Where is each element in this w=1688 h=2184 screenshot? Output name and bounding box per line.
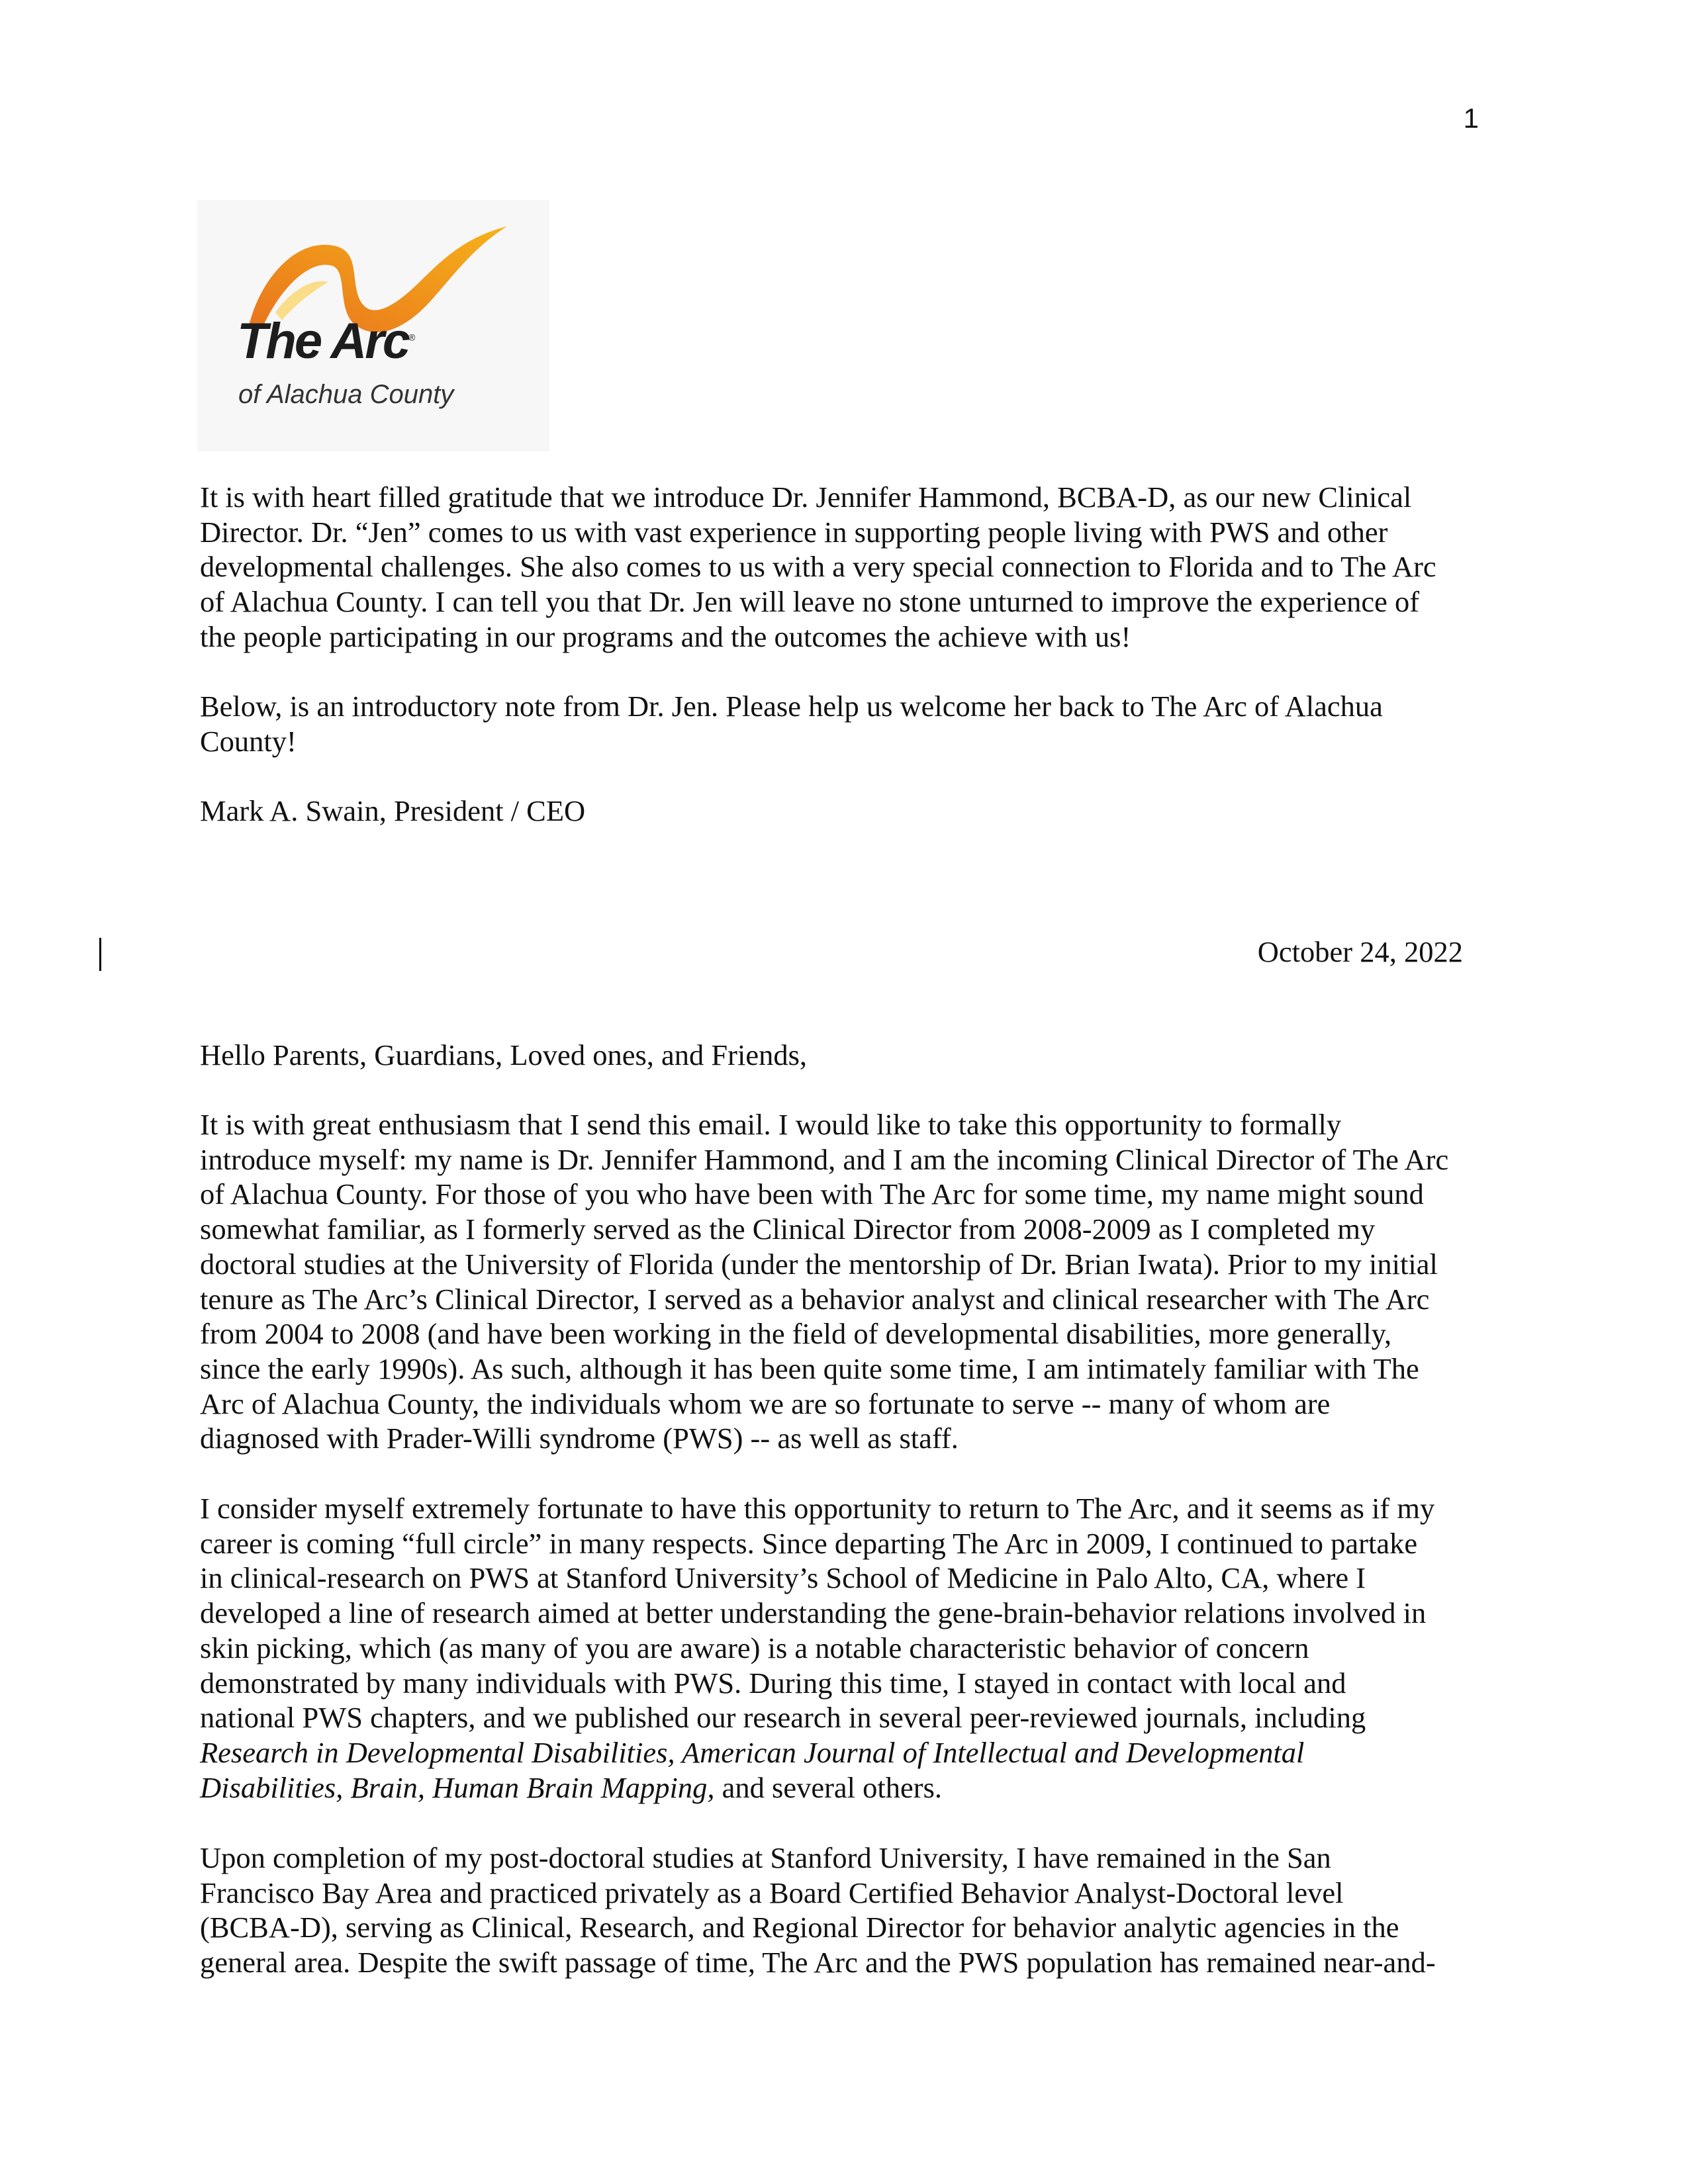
arc-logo xyxy=(197,200,549,451)
text-line: of Alachua County. For those of you who have been with The Arc for some time, my name might sound xyxy=(200,1177,1424,1211)
letter-paragraph-2 xyxy=(200,1491,1497,1805)
text-line: introduce myself: my name is Dr. Jennifer Hammond, and I am the incoming Clinical Director of The Arc xyxy=(200,1142,1449,1176)
text-line: skin picking, which (as many of you are aware) is a notable characteristic behavior of concern xyxy=(200,1631,1309,1664)
text-line: It is with heart filled gratitude that we introduce Dr. Jennifer Hammond, BCBA-D, as our new Clinical xyxy=(200,480,1412,514)
paragraph-tail: and several others. xyxy=(714,1770,943,1804)
journal-list-line: Research in Developmental Disabilities, American Journal of Intellectual and Developmental xyxy=(200,1735,1305,1769)
intro-paragraph-1 xyxy=(200,480,1497,655)
signature-line: Mark A. Swain, President / CEO xyxy=(200,794,586,827)
text-line: County! xyxy=(200,724,297,758)
text-line: doctoral studies at the University of Florida (under the mentorship of Dr. Brian Iwata). Prior to my initial xyxy=(200,1247,1438,1281)
text-line: from 2004 to 2008 (and have been working in the field of developmental disabilities, more generally, xyxy=(200,1317,1392,1351)
text-line: I consider myself extremely fortunate to have this opportunity to return to The Arc, and it seems as if my xyxy=(200,1492,1435,1525)
text-line: national PWS chapters, and we published our research in several peer-reviewed journals, including xyxy=(200,1701,1366,1735)
text-line: Arc of Alachua County, the individuals whom we are so fortunate to serve -- many of whom are xyxy=(200,1387,1331,1420)
text-line: tenure as The Arc’s Clinical Director, I served as a behavior analyst and clinical researcher with The Arc xyxy=(200,1282,1430,1316)
page-number: 1 xyxy=(1463,103,1479,134)
text-line: career is coming “full circle” in many respects. Since departing The Arc in 2009, I continued to partake xyxy=(200,1526,1418,1560)
registered-mark: ® xyxy=(408,332,414,343)
text-line: Director. Dr. “Jen” comes to us with vast experience in supporting people living with PWS and other xyxy=(200,515,1388,549)
text-line: since the early 1990s). As such, although it has been quite some time, I am intimately familiar with The xyxy=(200,1351,1419,1385)
greeting-line: Hello Parents, Guardians, Loved ones, and Friends, xyxy=(200,1038,808,1071)
logo-name: The Arc xyxy=(237,313,409,369)
letter-paragraph-3 xyxy=(200,1841,1497,1980)
text-line: developmental challenges. She also comes to us with a very special connection to Florida and to The Arc xyxy=(200,550,1436,584)
intro-paragraph-2 xyxy=(200,689,1497,758)
text-line: demonstrated by many individuals with PWS. During this time, I stayed in contact with local and xyxy=(200,1666,1346,1700)
letter-date: October 24, 2022 xyxy=(1257,935,1463,968)
text-cursor xyxy=(99,938,101,971)
text-line: somewhat familiar, as I formerly served as the Clinical Director from 2008-2009 as I completed my xyxy=(200,1212,1376,1246)
journal-list-end: Disabilities, Brain, Human Brain Mapping, xyxy=(200,1770,715,1804)
letter-greeting xyxy=(200,1038,1497,1073)
letter-paragraph-1 xyxy=(200,1107,1497,1456)
text-line: of Alachua County. I can tell you that Dr. Jen will leave no stone unturned to improve the experience of xyxy=(200,585,1420,619)
text-line: Francisco Bay Area and practiced privately as a Board Certified Behavior Analyst-Doctoral level xyxy=(200,1876,1344,1909)
text-line: developed a line of research aimed at better understanding the gene-brain-behavior relations involved in xyxy=(200,1596,1427,1630)
text-line: in clinical-research on PWS at Stanford University’s School of Medicine in Palo Alto, CA, where I xyxy=(200,1561,1366,1595)
logo-subtitle: of Alachua County xyxy=(238,380,454,409)
intro-signature xyxy=(200,794,1497,829)
text-line xyxy=(200,1770,1497,1805)
text-line: Upon completion of my post-doctoral studies at Stanford University, I have remained in the San xyxy=(200,1841,1331,1874)
text-line: Below, is an introductory note from Dr. Jen. Please help us welcome her back to The Arc of Alachua xyxy=(200,690,1383,723)
text-line: It is with great enthusiasm that I send this email. I would like to take this opportunity to formally xyxy=(200,1108,1342,1141)
text-line: the people participating in our programs and the outcomes the achieve with us! xyxy=(200,619,1131,653)
text-line: general area. Despite the swift passage of time, The Arc and the PWS population has remained near-and- xyxy=(200,1946,1436,1979)
text-line: diagnosed with Prader-Willi syndrome (PWS) -- as well as staff. xyxy=(200,1422,959,1455)
text-line: (BCBA-D), serving as Clinical, Research, and Regional Director for behavior analytic agencies in the xyxy=(200,1911,1399,1944)
